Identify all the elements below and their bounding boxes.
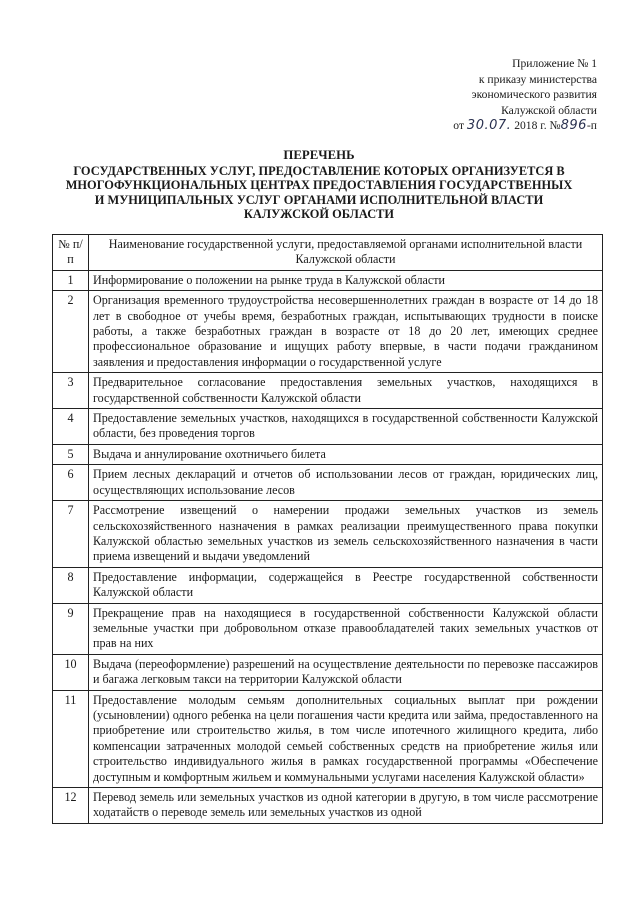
appendix-block bbox=[377, 56, 597, 134]
title-line-2: МНОГОФУНКЦИОНАЛЬНЫХ ЦЕНТРАХ ПРЕДОСТАВЛЕНИЯ ГОСУДАРСТВЕННЫХ bbox=[65, 178, 573, 192]
header-number: № п/п bbox=[53, 235, 89, 271]
table-row bbox=[53, 373, 603, 409]
header-service-name: Наименование государственной услуги, предоставляемой органами исполнительной власти Калужской области bbox=[89, 235, 603, 271]
row-service-name: Выдача (переоформление) разрешений на осуществление деятельности по перевозке пассажиров и багажа легковым такси на территории Калужской области bbox=[89, 654, 603, 690]
title-line-1: ГОСУДАРСТВЕННЫХ УСЛУГ, ПРЕДОСТАВЛЕНИЕ КОТОРЫХ ОРГАНИЗУЕТСЯ В bbox=[73, 163, 565, 178]
title-heading: ПЕРЕЧЕНЬ bbox=[283, 148, 355, 162]
row-service-name: Предоставление земельных участков, находящихся в государственной собственности Калужской области, без проведения торгов bbox=[89, 409, 603, 445]
table-row bbox=[53, 409, 603, 445]
order-year: 2018 г. № bbox=[514, 119, 561, 133]
row-number: 9 bbox=[53, 603, 89, 654]
table-row bbox=[53, 690, 603, 787]
row-service-name: Перевод земель или земельных участков из одной категории в другую, в том числе рассмотрение ходатайств о переводе земель или земельных участков из одной bbox=[89, 788, 603, 824]
row-number: 4 bbox=[53, 409, 89, 445]
row-service-name: Прием лесных деклараций и отчетов об использовании лесов от граждан, юридических лиц, осуществляющих использование лесов bbox=[89, 465, 603, 501]
table-row bbox=[53, 291, 603, 373]
table-row bbox=[53, 270, 603, 290]
row-service-name: Прекращение прав на находящиеся в государственной собственности Калужской области земельные участки при добровольном отказе правообладателей таких земельных участков от прав на них bbox=[89, 603, 603, 654]
appendix-ministry: экономического развития bbox=[471, 88, 597, 102]
table-header-row bbox=[53, 235, 603, 271]
row-service-name: Предварительное согласование предоставления земельных участков, находящихся в государственной собственности Калужской области bbox=[89, 373, 603, 409]
services-table bbox=[52, 234, 603, 824]
handwritten-date: 30.07. bbox=[466, 118, 512, 134]
appendix-title: Приложение № 1 bbox=[512, 57, 597, 70]
row-number: 6 bbox=[53, 465, 89, 501]
table-row bbox=[53, 501, 603, 568]
title-line-4: КАЛУЖСКОЙ ОБЛАСТИ bbox=[243, 207, 395, 221]
row-number: 10 bbox=[53, 654, 89, 690]
row-number: 3 bbox=[53, 373, 89, 409]
row-number: 1 bbox=[53, 270, 89, 290]
row-number: 7 bbox=[53, 501, 89, 568]
order-date-line bbox=[377, 118, 597, 134]
title-line-3: И МУНИЦИПАЛЬНЫХ УСЛУГ ОРГАНАМИ ИСПОЛНИТЕЛЬНОЙ ВЛАСТИ bbox=[94, 192, 544, 207]
appendix-region: Калужской области bbox=[501, 103, 597, 117]
row-service-name: Организация временного трудоустройства несовершеннолетних граждан в возрасте от 14 до 18 лет в свободное от учебы время, безработных граждан, испытывающих трудности в поиске работы, а также безработных граждан в возрасте от 18 до 20 лет, имеющих среднее профессиональное образование и ищущих работу впервые, в части подачи гражданином заявления и предоставления информации о государственной услуге bbox=[89, 291, 603, 373]
table-row bbox=[53, 788, 603, 824]
row-number: 12 bbox=[53, 788, 89, 824]
order-prefix: от bbox=[453, 119, 465, 133]
row-service-name: Рассмотрение извещений о намерении продажи земельных участков из земель сельскохозяйственного назначения в рамках реализации преимущественного права покупки Калужской областью земельных участков из земель сельскохозяйственного назначения в части приема извещений и выдачи уведомлений bbox=[89, 501, 603, 568]
row-service-name: Информирование о положении на рынке труда в Калужской области bbox=[89, 270, 603, 290]
row-number: 8 bbox=[53, 567, 89, 603]
row-service-name: Предоставление информации, содержащейся в Реестре государственной собственности Калужской области bbox=[89, 567, 603, 603]
table-row bbox=[53, 654, 603, 690]
table-row bbox=[53, 603, 603, 654]
appendix-order-ref: к приказу министерства bbox=[478, 72, 597, 86]
document-title bbox=[40, 148, 598, 222]
table-row bbox=[53, 465, 603, 501]
handwritten-number: 896 bbox=[560, 118, 587, 134]
row-service-name: Выдача и аннулирование охотничьего билета bbox=[89, 444, 603, 464]
row-number: 5 bbox=[53, 444, 89, 464]
table-row bbox=[53, 567, 603, 603]
order-suffix: -п bbox=[586, 119, 597, 133]
row-number: 11 bbox=[53, 690, 89, 787]
row-service-name: Предоставление молодым семьям дополнительных социальных выплат при рождении (усыновлении) одного ребенка на цели погашения части кредита или займа, предоставленного на приобретение или строительство жилья, в том числе ипотечного жилищного кредита, либо компенсации затраченных молодой семьей собственных средств на приобретение жилья или строительство индивидуального жилья в рамках государственной программы «Обеспечение доступным и комфортным жильем и коммунальными услугами населения Калужской области» bbox=[89, 690, 603, 787]
table-row bbox=[53, 444, 603, 464]
row-number: 2 bbox=[53, 291, 89, 373]
